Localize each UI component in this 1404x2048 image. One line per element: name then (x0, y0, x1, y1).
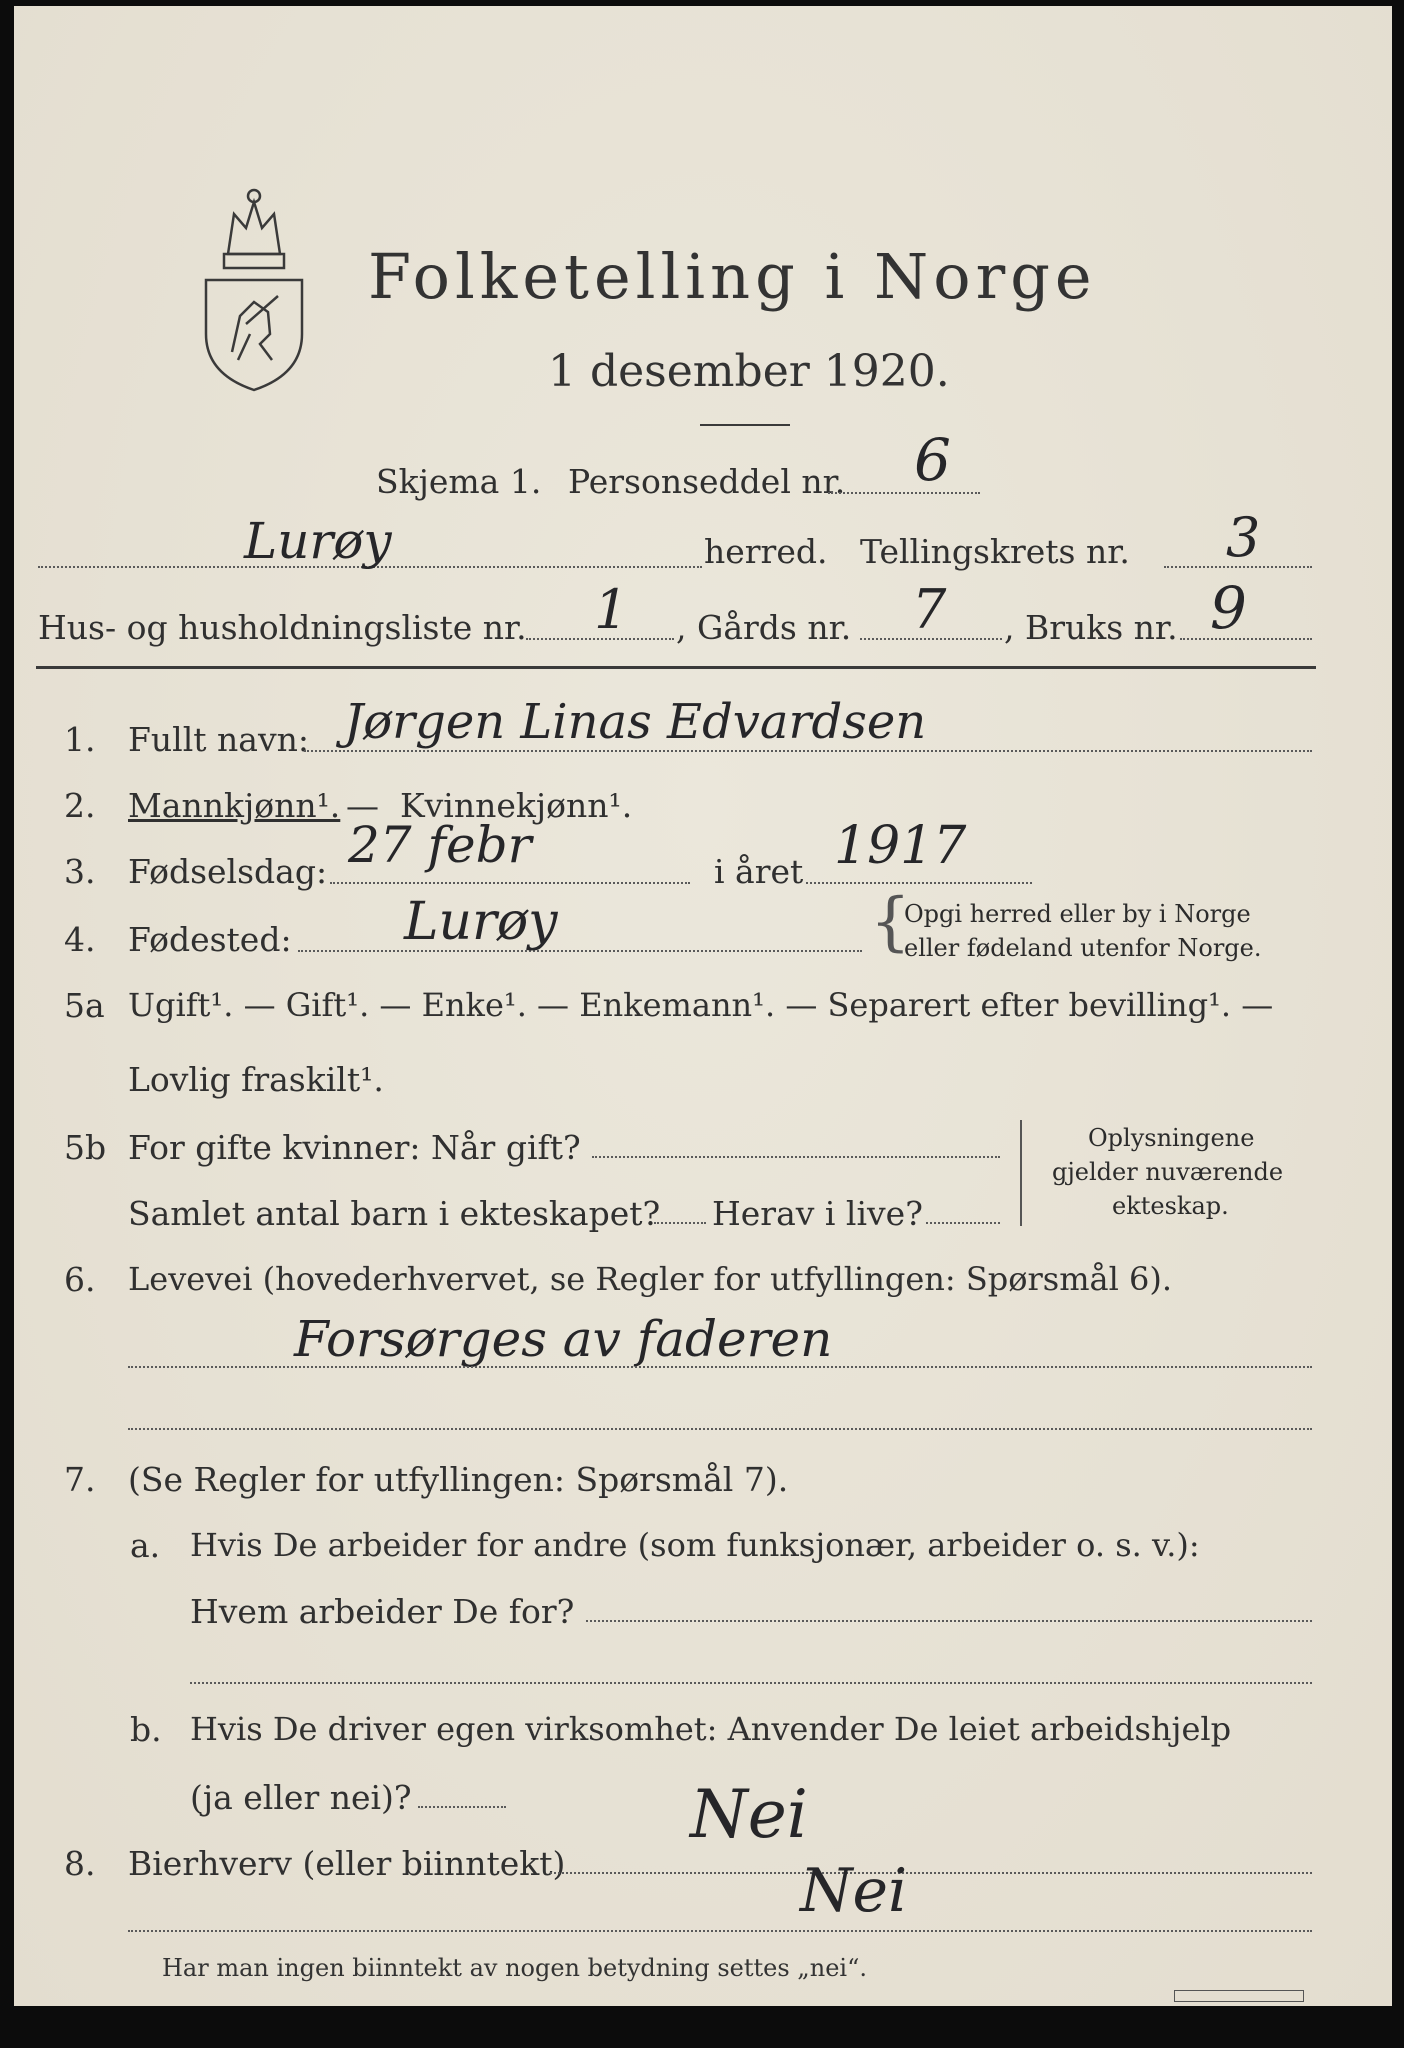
marital-status-divorced: Lovlig fraskilt¹. (128, 1060, 384, 1099)
footer-note: Har man ingen biinntekt av nogen betydning settes „nei“. (162, 1954, 867, 1982)
q3-number: 3. (64, 852, 96, 891)
children-alive-line (926, 1222, 1000, 1224)
marriage-note-line3: ekteskap. (1112, 1192, 1229, 1220)
q1-number: 1. (64, 720, 96, 759)
birthplace-value: Lurøy (404, 892, 558, 952)
full-name-line (304, 750, 1312, 752)
birthyear-line (806, 882, 1032, 884)
bruks-label: , Bruks nr. (1004, 608, 1178, 647)
occupation-line1 (128, 1366, 1312, 1368)
employer-line2 (190, 1682, 1312, 1684)
personseddel-line (828, 492, 980, 494)
birthplace-note-line2: eller fødeland utenfor Norge. (904, 934, 1262, 962)
q4-number: 4. (64, 920, 96, 959)
gards-label: , Gårds nr. (676, 608, 852, 647)
birthdate-line (330, 882, 690, 884)
sex-male-option: Mannkjønn¹. (128, 786, 341, 825)
occupation-value: Forsørges av faderen (294, 1310, 833, 1368)
birthdate-value: 27 febr (348, 816, 532, 874)
q2-number: 2. (64, 786, 96, 825)
sex-separator: — (346, 786, 379, 825)
side-income-label: Bierhverv (eller biinntekt) (128, 1844, 566, 1883)
personseddel-label: Personseddel nr. (568, 462, 846, 501)
children-alive-label: Herav i live? (712, 1194, 923, 1233)
tellingskrets-label: Tellingskrets nr. (860, 532, 1130, 571)
birthyear-value: 1917 (834, 816, 967, 876)
census-date: 1 desember 1920. (548, 346, 950, 397)
occupation-line2 (128, 1428, 1312, 1430)
marriage-note-line2: gjelder nuværende (1052, 1158, 1284, 1186)
personseddel-value: 6 (914, 426, 951, 494)
full-name-value: Jørgen Linas Edvardsen (344, 694, 927, 750)
q5b-number: 5b (64, 1128, 107, 1167)
herred-label: herred. (704, 532, 828, 571)
q7a-letter: a. (130, 1526, 161, 1565)
birthplace-brace: { (870, 885, 911, 959)
married-when-line (592, 1156, 1000, 1158)
occupation-label: Levevei (hovederhvervet, se Regler for utfyllingen: Spørsmål 6). (128, 1260, 1173, 1298)
household-list-label: Hus- og husholdningsliste nr. (38, 608, 527, 647)
q7b-question: Hvis De driver egen virksomhet: Anvender De leiet arbeidshjelp (190, 1710, 1232, 1748)
birthdate-label: Fødselsdag: (128, 852, 328, 891)
herred-value: Lurøy (244, 512, 392, 570)
tellingskrets-value: 3 (1226, 506, 1261, 569)
sex-female-option: Kvinnekjønn¹. (400, 786, 633, 825)
printer-stamp (1174, 1990, 1304, 2002)
q6-number: 6. (64, 1260, 96, 1299)
children-count-label: Samlet antal barn i ekteskapet? (128, 1194, 661, 1233)
q8-number: 8. (64, 1844, 96, 1883)
title-divider (700, 424, 790, 426)
children-count-line (654, 1222, 706, 1224)
marriage-note-bracket (1020, 1120, 1030, 1226)
employer-line1 (586, 1620, 1312, 1622)
q7-label: (Se Regler for utfyllingen: Spørsmål 7). (128, 1460, 789, 1499)
marital-status-options: Ugift¹. — Gift¹. — Enke¹. — Enkemann¹. — Separert efter bevilling¹. — (128, 986, 1274, 1024)
census-form (14, 6, 1392, 2006)
full-name-label: Fullt navn: (128, 720, 309, 759)
birthplace-label: Fødested: (128, 920, 292, 959)
birthplace-line (298, 950, 862, 952)
side-income-line1 (550, 1872, 1312, 1874)
household-list-value: 1 (594, 578, 629, 641)
q7a-question: Hvis De arbeider for andre (som funksjonær, arbeider o. s. v.): (190, 1526, 1200, 1564)
q7-number: 7. (64, 1460, 96, 1499)
side-income-line2 (128, 1930, 1312, 1932)
schema-label: Skjema 1. (376, 462, 542, 501)
q7b-letter: b. (130, 1710, 162, 1749)
q5a-number: 5a (64, 986, 105, 1025)
hired-help-value: Nei (690, 1776, 808, 1853)
side-income-value: Nei (800, 1856, 908, 1926)
form-title: Folketelling i Norge (368, 240, 1097, 313)
marriage-note-line1: Oplysningene (1088, 1124, 1255, 1152)
birthplace-note-line1: Opgi herred eller by i Norge (904, 900, 1251, 928)
employer-label: Hvem arbeider De for? (190, 1592, 575, 1631)
header-divider (36, 666, 1316, 669)
birthyear-label: i året (714, 852, 804, 891)
hired-help-line (418, 1806, 506, 1808)
coat-of-arms-icon (198, 184, 310, 396)
gards-value: 7 (912, 578, 947, 641)
hired-help-label: (ja eller nei)? (190, 1778, 412, 1817)
bruks-value: 9 (1210, 574, 1247, 642)
married-when-label: For gifte kvinner: Når gift? (128, 1128, 581, 1167)
